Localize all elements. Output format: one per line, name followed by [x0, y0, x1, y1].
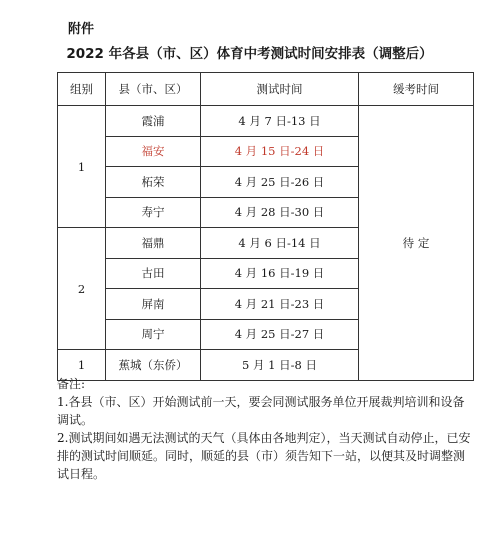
note-item: 2.测试期间如遇无法测试的天气（具体由各地判定），当天测试自动停止，已安排的测试时间顺延。同时，顺延的县（市）须告知下一站，以便其及时调整测试日程。 — [57, 431, 471, 481]
time-cell: 4 月 16 日-19 日 — [201, 258, 359, 289]
header-group: 组别 — [58, 73, 106, 106]
county-cell: 福鼎 — [106, 228, 201, 259]
county-cell: 屏南 — [106, 289, 201, 320]
header-test-time: 测试时间 — [201, 73, 359, 106]
county-cell: 寿宁 — [106, 197, 201, 228]
attachment-label: 附件 — [68, 22, 95, 37]
notes-section — [57, 375, 475, 483]
time-cell: 4 月 21 日-23 日 — [201, 289, 359, 320]
county-cell: 蕉城（东侨） — [106, 350, 201, 381]
time-cell: 4 月 6 日-14 日 — [201, 228, 359, 259]
header-deferred-time: 缓考时间 — [359, 73, 474, 106]
county-cell: 霞浦 — [106, 106, 201, 137]
table-header-row — [58, 73, 474, 106]
notes-label: 备注: — [57, 377, 86, 391]
county-cell: 周宁 — [106, 319, 201, 350]
header-county: 县（市、区） — [106, 73, 201, 106]
group-cell: 2 — [58, 228, 106, 350]
group-cell: 1 — [58, 106, 106, 228]
time-cell: 4 月 7 日-13 日 — [201, 106, 359, 137]
time-cell: 4 月 15 日-24 日 — [201, 136, 359, 167]
county-cell: 柘荣 — [106, 167, 201, 198]
county-cell: 古田 — [106, 258, 201, 289]
time-cell: 4 月 25 日-27 日 — [201, 319, 359, 350]
schedule-table — [57, 72, 474, 381]
table-row — [58, 106, 474, 137]
time-cell: 4 月 25 日-26 日 — [201, 167, 359, 198]
time-cell: 5 月 1 日-8 日 — [201, 350, 359, 381]
county-cell: 福安 — [106, 136, 201, 167]
time-cell: 4 月 28 日-30 日 — [201, 197, 359, 228]
note-item: 1.各县（市、区）开始测试前一天，要会同测试服务单位开展裁判培训和设备调试。 — [57, 395, 465, 427]
document-title: 2022 年各县（市、区）体育中考测试时间安排表（调整后） — [66, 46, 433, 62]
group-cell: 1 — [58, 350, 106, 381]
deferred-cell: 待 定 — [359, 106, 474, 381]
